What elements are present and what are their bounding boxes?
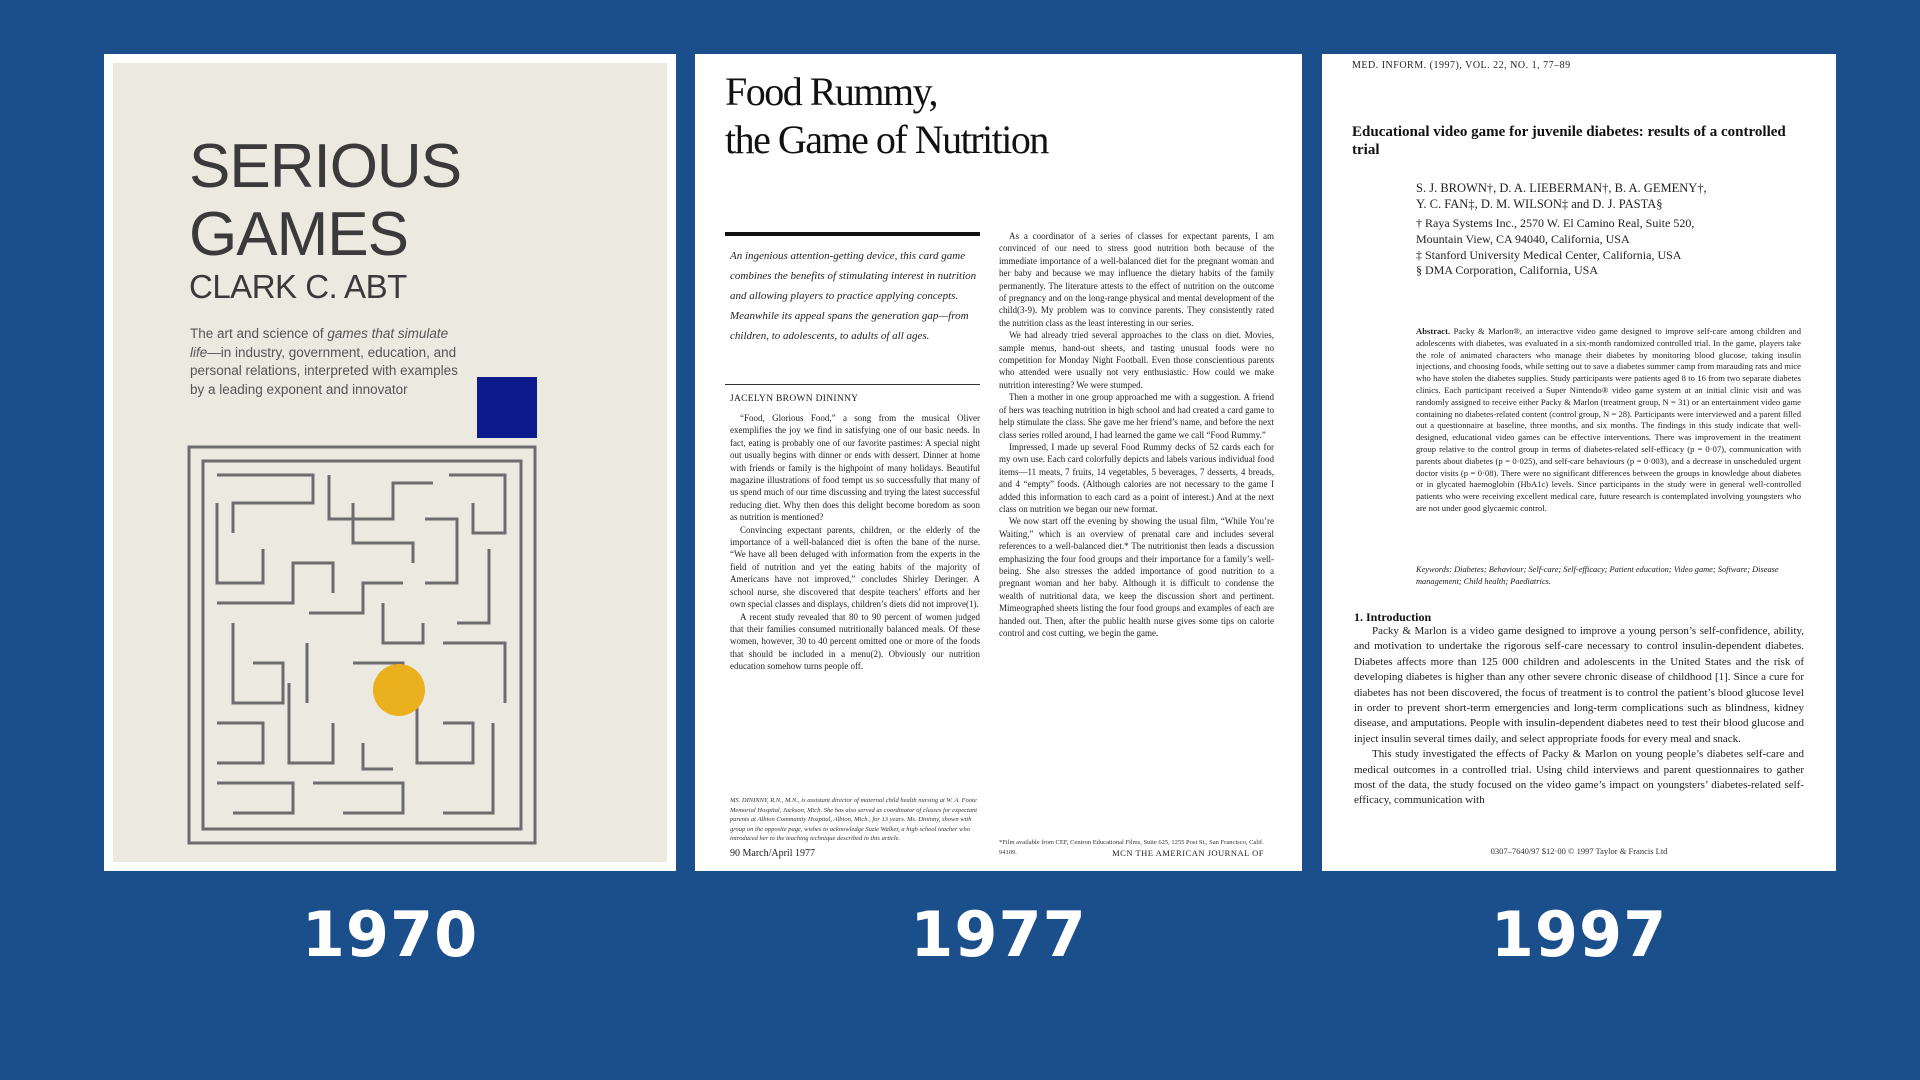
paragraph: A recent study revealed that 80 to 90 percent of women judged that their families consumed nutritionally balanced meals. Of these women, however, 30 to 40 percent omitted one or more of the foods that should be included in a menu(2). Obviously our nutrition education somehow turns people off.: [730, 611, 980, 672]
paragraph: Packy & Marlon is a video game designed to improve a young person’s self-confidence, ability, and motivation to undertake the rigorous self-care necessary to control insulin-dependent diabetes. Diabetes affects more than 125 000 children and adolescents in the United States and the risk of developing diabetes is higher than any other severe chronic disease of childhood [1]. Since a cure for diabetes has not been discovered, the focus of treatment is to control the patient’s blood glucose level in order to prevent short-term emergencies and long-term complications such as blindness, kidney disease, and amputations. People with insulin-dependent diabetes need to test their blood glucose and inject insulin several times daily, and select appropriate foods for every meal and snack.: [1354, 625, 1804, 745]
year-label-1970: 1970: [301, 898, 479, 971]
maze-graphic: [113, 63, 667, 862]
divider: [725, 384, 980, 385]
year-label-1977: 1977: [910, 898, 1087, 971]
cover-author: CLARK C. ABT: [189, 268, 407, 305]
article-column-2: [999, 230, 1274, 840]
article-abstract: An ingenious attention-getting device, this card game combines the benefits of stimulating interest in nutrition and allowing players to practice applying concepts. Meanwhile its appeal spans the generation gap—from children, to adolescents, to adults of all ages.: [730, 250, 977, 342]
paragraph: “Food, Glorious Food,” a song from the musical Oliver exemplifies the joy we find in satisfying one of our basic needs. In fact, eating is probably one of our favorite pastimes: A special night out usually begins with dinner or ends with dessert. Dinner at home with friends or family is the highpoint of many holidays. Beautiful magazine illustrations of food tempt us so successfully that many of us spend much of our time discussing and trying the latest successful reducing diet. Why then does this delight become boredom as soon as nutrition is mentioned?: [730, 413, 980, 523]
page-folio: 90 March/April 1977: [730, 848, 815, 859]
paragraph: As a coordinator of a series of classes for expectant parents, I am convinced of our need to stress good nutrition both because of the immediate importance of a well-balanced diet for the pregnant woman and her baby and because we may influence the dietary habits of the family permanently. The literature attests to the effect of nutrition on the outcome of pregnancy and on the long-range physical and mental development of the child(3-9). My problem was to convince parents. They consistently rated the nutrition class as the least interesting in our series.: [999, 231, 1274, 328]
paragraph: We had already tried several approaches to the class on diet. Movies, sample menus, hand-out sheets, and tasting unusual foods were no competition for Monday Night Football. Even those conscientious parents who attended were usually not very enthusiastic. How could we make nutrition interesting? We were stumped.: [999, 330, 1274, 390]
article-author: JACELYN BROWN DININNY: [730, 394, 859, 404]
book-cover-panel: [104, 54, 676, 871]
copyright-footer: 0307–7640/97 $12·00 © 1997 Taylor & Francis Ltd: [1490, 846, 1668, 856]
book-cover: [113, 63, 667, 862]
article-title: Food Rummy, the Game of Nutrition: [725, 69, 1048, 162]
cover-tagline: The art and science of games that simulate life—in industry, government, education, and personal relations, interpreted with examples by a leading exponent and innovator: [190, 326, 458, 397]
food-rummy-article-panel: [695, 54, 1302, 871]
abstract-label: Abstract.: [1416, 326, 1451, 336]
journal-header: MED. INFORM. (1997), VOL. 22, NO. 1, 77–89: [1352, 60, 1571, 71]
paper-authors: S. J. BROWN†, D. A. LIEBERMAN†, B. A. GEMENY†, Y. C. FAN‡, D. M. WILSON‡ and D. J. PASTA§: [1416, 181, 1707, 211]
author-note: MS. DININNY, R.N., M.N., is assistant director of maternal child health nursing at W. A. Foote Memorial Hospital, Jackson, Mich. She has also served as coordinator of classes for expectant parents at Albion Community Hospital, Albion, Mich., for 13 years. Ms. Dininny, shown with group on the opposite page, wishes to acknowledge Suzie Walker, a high school teacher who introduced her to the teaching technique described in this article.: [730, 797, 978, 842]
video-game-paper-panel: [1322, 54, 1836, 871]
year-label-1997: 1997: [1490, 898, 1668, 971]
paragraph: Then a mother in one group approached me with a suggestion. A friend of hers was teaching nutrition in high school and had created a card game to help stimulate the class. She gave me her friend’s name, and before the next class series rolled around, I had learned the game we call “Food Rummy.”: [999, 392, 1274, 440]
affiliation-line: † Raya Systems Inc., 2570 W. El Camino Real, Suite 520,: [1416, 216, 1695, 230]
paragraph: We now start off the evening by showing the usual film, “While You’re Waiting,” which is an overview of prenatal care and includes several references to a well-balanced diet.* The nutritionist then leads a discussion emphasizing the four food groups and their importance for a family’s well-being. She also stresses the added importance of good nutrition to a pregnant woman and her baby. Although it is difficult to condense the wealth of nutritional data, we keep the discussion short and pertinent. Mimeographed sheets listing the four food groups and examples of each are handed out. Then, after the public health nurse gives some tips on calorie control and cost cutting, we begin the game.: [999, 516, 1274, 638]
article-column-1: [730, 412, 980, 782]
paragraph: Impressed, I made up several Food Rummy decks of 52 cards each for my own use. Each card colorfully depicts and labels various individual food items—11 meats, 7 fruits, 14 vegetables, 5 beverages, 7 desserts, 4 breads, and 4 “empty” foods. (Although calories are not necessary to the game I added this information to each card as a point of interest.) And at the next class on nutrition we began our new format.: [999, 441, 1274, 514]
paper-abstract: [1416, 326, 1801, 548]
yellow-circle-graphic: [373, 664, 425, 716]
cover-title: SERIOUS GAMES: [189, 132, 462, 269]
section-heading: 1. Introduction: [1354, 610, 1432, 624]
title-rule: [725, 232, 980, 236]
paper-keywords: Keywords: Diabetes; Behaviour; Self-care; Self-efficacy; Patient education; Video game; Software; Disease management; Child health; Paediatrics.: [1416, 565, 1779, 586]
paragraph: Convincing expectant parents, children, or the elderly of the importance of a well-balanced diet is often the bane of the nurse. “We have all been deluged with information from the experts in the field of nutrition and yet the eating habits of the majority of Americans have not improved,” concludes Shirley Deringer. A school nurse, she discovered that despite teachers’ efforts and her own special classes and displays, children’s diets did not improve(1).: [730, 524, 980, 610]
paper-title: Educational video game for juvenile diabetes: results of a controlled trial: [1352, 124, 1786, 158]
paragraph: This study investigated the effects of Packy & Marlon on young people’s diabetes self-care and medical outcomes in a controlled trial. Using child interviews and parent questionnaires to gather most of the data, the study focused on the video game’s impact on youngsters’ diabetes-related self-efficacy, communication with: [1354, 748, 1804, 807]
affiliation-line: Mountain View, CA 94040, California, USA: [1416, 231, 1630, 246]
journal-name: MCN THE AMERICAN JOURNAL OF: [1112, 848, 1264, 858]
paper-body: [1354, 624, 1804, 840]
abstract-text: Packy & Marlon®, an interactive video game designed to improve self-care among children and adolescents with diabetes, was evaluated in a six-month randomized controlled trial. In the game, players take the role of animated characters who manage their diabetes by monitoring blood glucose, taking insulin injections, and choosing foods, while setting out to save a diabetes summer camp from marauding rats and mice who have stolen the diabetes supplies. Study participants were patients aged 8 to 16 from two separate diabetes clinics. Each participant received a Super Nintendo® video game system at an initial clinic visit and was randomly assigned to receive either Packy & Marlon (treatment group, N = 31) or an entertainment video game containing no diabetes-related content (control group, N = 28). Participants were interviewed and a parent filled out a questionnaire at baseline, three months, and six months. The findings in this study indicate that well-designed, educational video games can be effective interventions. There was improvement in the treatment group relative to the control group in terms of diabetes-related self-efficacy (p = 0·07), communication with parents about diabetes (p = 0·025), and self-care behaviours (p = 0·003), and a decrease in unscheduled urgent doctor visits (p = 0·08). There were no significant differences between the groups in knowledge about diabetes or in glycated haemoglobin (HbA1c) levels. Since participants in the study were in general well-controlled patients who were receiving excellent medical care, future research is contemplated involving youngsters who are not under good glycaemic control.: [1416, 326, 1801, 513]
paper-affiliations: [1416, 216, 1796, 279]
footnote: *Film available from CEF, Centron Educational Films, Suite 625, 1255 Post St., San Francisco, Calif. 94109.: [999, 839, 1264, 856]
affiliation-line: ‡ Stanford University Medical Center, California, USA: [1416, 247, 1682, 262]
affiliation-line: § DMA Corporation, California, USA: [1416, 263, 1598, 278]
